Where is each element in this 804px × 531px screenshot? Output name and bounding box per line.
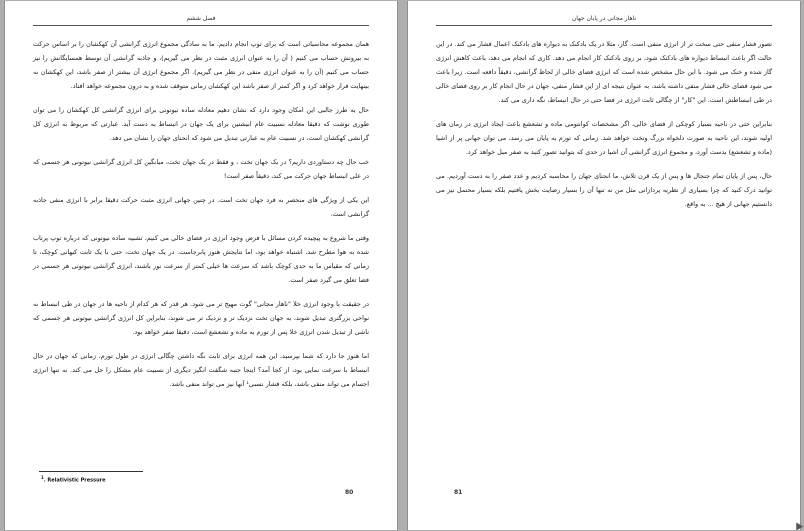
paragraph: خب حال چه دستاوردی داریم؟ در یک جهان تخت ، و فقط در یک جهان تخت، میانگین کل انرژی گرانشی نیوتونی هر جسمی که در علی انبساط جهان حرکت می کند، دقیقاً صفر است!: [33, 158, 369, 180]
body-text-left: [33, 37, 369, 401]
page-number-right: 81: [454, 489, 463, 496]
left-page: [4, 1, 398, 530]
page-number-left: 80: [345, 489, 354, 496]
paragraph: در حقیقت با وجود انرژی خلا "ناهار مجانی" گوت مهیج تر می شود. هر قدر که هر کدام از ناحیه ها در جهان در طی انبساط به نواحی بزرگتری تبدیل شوند، به جهان تخت نزدیک تر و نزدیک تر می شوند، بنابراین کل انرژی گرانشی نیوتونی هر جسمی که ناشی از تبدیل شدن انرژی خلا پس از تورم به ماده و تشعشع است، دقیقا صفر خواهد بود.: [33, 300, 369, 336]
paragraph: وقتی ما شروع به پیچیده کردن مسائل با فرض وجود انرژی در فضای خالی می کنیم، تشبیه ساده نیوتونی که درباره توپ پرتاب شده به هوا مطرح شد، اشتباه خواهد بود، اما نتایجش هنوز پابرجاست. در یک جهان تخت، حتی با یک ثابت کیهانی کوچک، تا زمانی که مقیاس ما به حدی کوچک باشد که سرعت ها خیلی کمتر از سرعت نور باشند، انرژی گرانشی نیوتونی هر جسمی در فضا تعلق می گیرد صفر است.: [33, 234, 369, 284]
body-text-right: [436, 37, 772, 221]
running-head-right: ناهار مجانی در پایان جهان: [571, 15, 637, 22]
paragraph: اما هنوز جا دارد که شما بپرسید، این همه انرژی برای ثابت نگه داشتن چگالی انرژی در طول تورم، زمانی که جهان در حال انبساط با سرعت نمایی بود، از کجا آمد؟ اینجا جنبه شگفت انگیز دیگری از نسبیت عام مشکل را حل می کند. نه تنها انرژی اجسام می تواند منفی باشد، بلکه فشار نسبی¹ آنها نیز می تواند منفی باشد.: [33, 352, 369, 388]
footnote-marker: 1: [41, 475, 44, 480]
footnote-rule: [39, 471, 143, 472]
running-head-left: فصل ششم: [186, 15, 216, 22]
header-rule: [33, 25, 369, 26]
footnote: [41, 475, 106, 484]
footnote-text: . Relativistic Pressure: [43, 477, 106, 484]
paragraph: تصور فشار منفی حتی سخت تر از انرژی منفی است. گاز، مثلا در یک بادکنک به دیواره های بادکنک اعمال فشار می کند. در این حالت اگر باعث انبساط دیواره های بادکنک شود، بر روی بادکنک کار انجام می دهد. کاری که انجام می دهد، باعث کاهش انرژی گاز شده و خنک می شود. با این حال مشخص شده است که انرژی فضای خالی از لحاظ گرانشی، دقیقاً دافعه است. زیرا باعث می شود فضای خالی فشار منفی داشته باشد. به عنوان نتیجه ای از این فشار منفی، جهان در حال انجام کار بر روی فضای خالی در طی انبساطش است. این "کار" از چگالی ثابت انرژی در فضا حتی در حال انبساط، نگه داری می کند.: [436, 40, 772, 104]
paragraph: حال به طرز جالبی این امکان وجود دارد که نشان دهیم معادله ساده نیوتونی برای انرژی گرانشی کل کهکشان را می توان طوری نوشت که دقیقا معادله نسبیت عام انیشتین برای یک جهان در انبساط به دست آید. عبارتی که مربوط به انرژی کل گرانشی کهکشان است، در نسبیت عام به عبارتی تبدیل می شود که انحنای جهان را نشان می دهد.: [33, 106, 369, 142]
paragraph: این یکی از ویژگی های منحصر به فرد جهان تخت است. در چنین جهانی انرژی مثبت حرکت دقیقا برابر با انرژی منفی جاذبه گرانشی است.: [33, 196, 369, 218]
header-rule: [436, 25, 772, 26]
paragraph: بنابراین حتی در ناحیه بسیار کوچکی از فضای خالی، اگر مشخصات کوانتومی ماده و تشعشع باعث ایجاد انرژی در زمان های اولیه شوند، این ناحیه به صورت دلخواه بزرگ وتخت خواهد شد. زمانی که تورم به پایان می رسد، می توان جهانی پر از اشیا (ماده و تشعشع) بدست آورد، و مجموع انرژی گرانشی آن اشیا در حدی که بتوانید تصور کنید به صفر میل خواهد کرد.: [436, 120, 772, 156]
paragraph: حال، پس از پایان تمام جنجال ها و پس از یک قرن تلاش، ما انحنای جهان را محاسبه کردیم و عدد صفر را به دست آوردیم. می توانید درک کنید که چرا بسیاری از نظریه پردازانی مثل من نه تنها آن را بسیار رضایت بخش یافتیم بلکه بسیار محتمل نیز می دانستیم جهانی از هیچ ... به واقع.: [436, 172, 772, 208]
paragraph: همان مجموعه محاسباتی است که برای توپ انجام دادیم. ما به سادگی مجموع انرژی گرانشی آن کهکشان را بر اساس حرکت به بیرونش حساب می کنیم ( آن را به عنوان انرژی مثبت در نظر می گیریم)، و جاذبه گرانشی آن توسط همسایگانش را نیز حساب می کنیم (آن را به عنوان انرژی منفی در نظر می گیریم). اگر مجموع انرژی آن بیشتر از صفر باشد، این کهکشان به بینهایت فرار خواهد کرد و اگر کمتر از صفر باشد این کهکشان زمانی متوقف شده و به درون مجموعه خواهد افتاد.: [33, 40, 369, 90]
right-page: [407, 1, 801, 530]
